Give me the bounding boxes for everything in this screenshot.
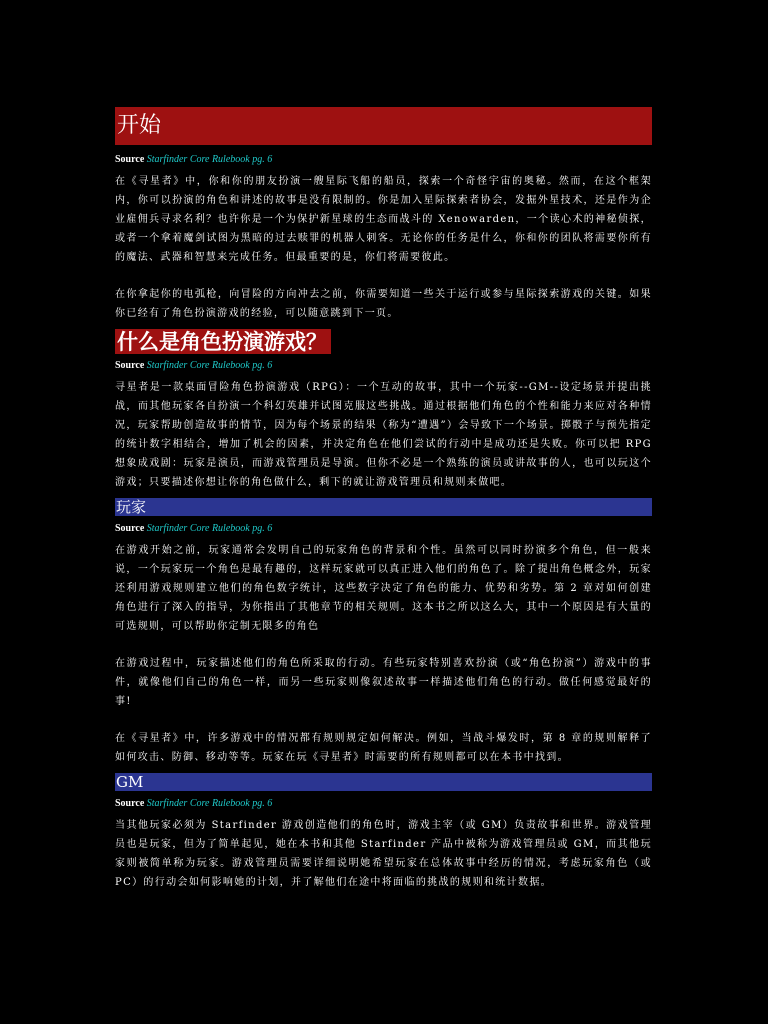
- section-heading-start: 开始: [115, 107, 652, 145]
- source-link[interactable]: Starfinder Core Rulebook pg. 6: [146, 154, 273, 165]
- paragraph: 在游戏过程中，玩家描述他们的角色所采取的行动。有些玩家特别喜欢扮演（或“角色扮演”）游戏中的事件，就像他们自己的角色一样，而另一些玩家则像叙述故事一样描述他们角色的行动。做任何感觉最好的事!: [115, 658, 652, 707]
- paragraph: 在《寻星者》中，你和你的朋友扮演一艘星际飞船的船员，探索一个奇怪宇宙的奥秘。然而，在这个框架内，你可以扮演的角色和讲述的故事是没有限制的。你是加入星际探索者协会，发掘外星技术，还是作为企业雇佣兵寻求名利？也许你是一个为保护新星球的生态而战斗的 Xenowarden，一个读心术的神秘侦探，或者一个拿着魔剑试图为黑暗的过去赎罪的机器人刺客。无论你的任务是什么，你和你的团队将需要你所有的魔法、武器和智慧来完成任务。但最重要的是，你们将需要彼此。: [115, 176, 652, 263]
- source-line: [115, 522, 652, 536]
- source-link[interactable]: Starfinder Core Rulebook pg. 6: [146, 798, 273, 809]
- source-line: [115, 359, 652, 373]
- source-label: Source: [115, 798, 145, 809]
- paragraph: 在游戏开始之前，玩家通常会发明自己的玩家角色的背景和个性。虽然可以同时扮演多个角色，但一般来说，一个玩家玩一个角色是最有趣的，这样玩家就可以真正进入他们的角色了。除了提出角色概念外，玩家还利用游戏规则建立他们的角色数字统计，这些数字决定了角色的能力、优势和劣势。第 2 章对如何创建角色进行了深入的指导，为你指出了其他章节的相关规则。这本书之所以这么大，其中一个原因是有大量的可选规则，可以帮助你定制无限多的角色: [115, 545, 652, 632]
- source-label: Source: [115, 154, 145, 165]
- source-line: [115, 797, 652, 811]
- paragraph: 在《寻星者》中，许多游戏中的情况都有规则规定如何解决。例如，当战斗爆发时，第 8 章的规则解释了如何攻击、防御、移动等等。玩家在玩《寻星者》时需要的所有规则都可以在本书中找到。: [115, 733, 652, 763]
- source-line: [115, 153, 652, 167]
- section-heading-players: 玩家: [115, 498, 652, 516]
- source-label: Source: [115, 360, 145, 371]
- source-link[interactable]: Starfinder Core Rulebook pg. 6: [146, 360, 273, 371]
- section-heading-what-is-rpg: 什么是角色扮演游戏？: [115, 329, 331, 354]
- source-link[interactable]: Starfinder Core Rulebook pg. 6: [146, 523, 273, 534]
- source-label: Source: [115, 523, 145, 534]
- paragraph: 在你拿起你的电弧枪，向冒险的方向冲去之前，你需要知道一些关于运行或参与星际探索游戏的关键。如果你已经有了角色扮演游戏的经验，可以随意跳到下一页。: [115, 289, 652, 319]
- article-content: [115, 107, 652, 892]
- paragraph: 当其他玩家必须为 Starfinder 游戏创造他们的角色时，游戏主宰（或 GM）负责故事和世界。游戏管理员也是玩家，但为了简单起见，她在本书和其他 Starfinder 产品中被称为游戏管理员或 GM，而其他玩家则被简单称为玩家。游戏管理员需要详细说明她希望玩家在总体故事中经历的情况，考虑玩家角色（或 PC）的行动会如何影响她的计划，并了解他们在途中将面临的挑战的规则和统计数据。: [115, 820, 652, 888]
- section-heading-gm: GM: [115, 773, 652, 791]
- paragraph: 寻星者是一款桌面冒险角色扮演游戏（RPG）：一个互动的故事，其中一个玩家--GM--设定场景并提出挑战，而其他玩家各自扮演一个科幻英雄并试图克服这些挑战。通过根据他们角色的个性和能力来应对各种情况，玩家帮助创造故事的情节，因为每个场景的结果（称为“遭遇”）会导致下一个场景。掷骰子与预先指定的统计数字相结合，增加了机会的因素，并决定角色在他们尝试的行动中是成功还是失败。你可以把 RPG 想象成戏剧：玩家是演员，而游戏管理员是导演。但你不必是一个熟练的演员或讲故事的人，也可以玩这个游戏；只要描述你想让你的角色做什么，剩下的就让游戏管理员和规则来做吧。: [115, 382, 652, 488]
